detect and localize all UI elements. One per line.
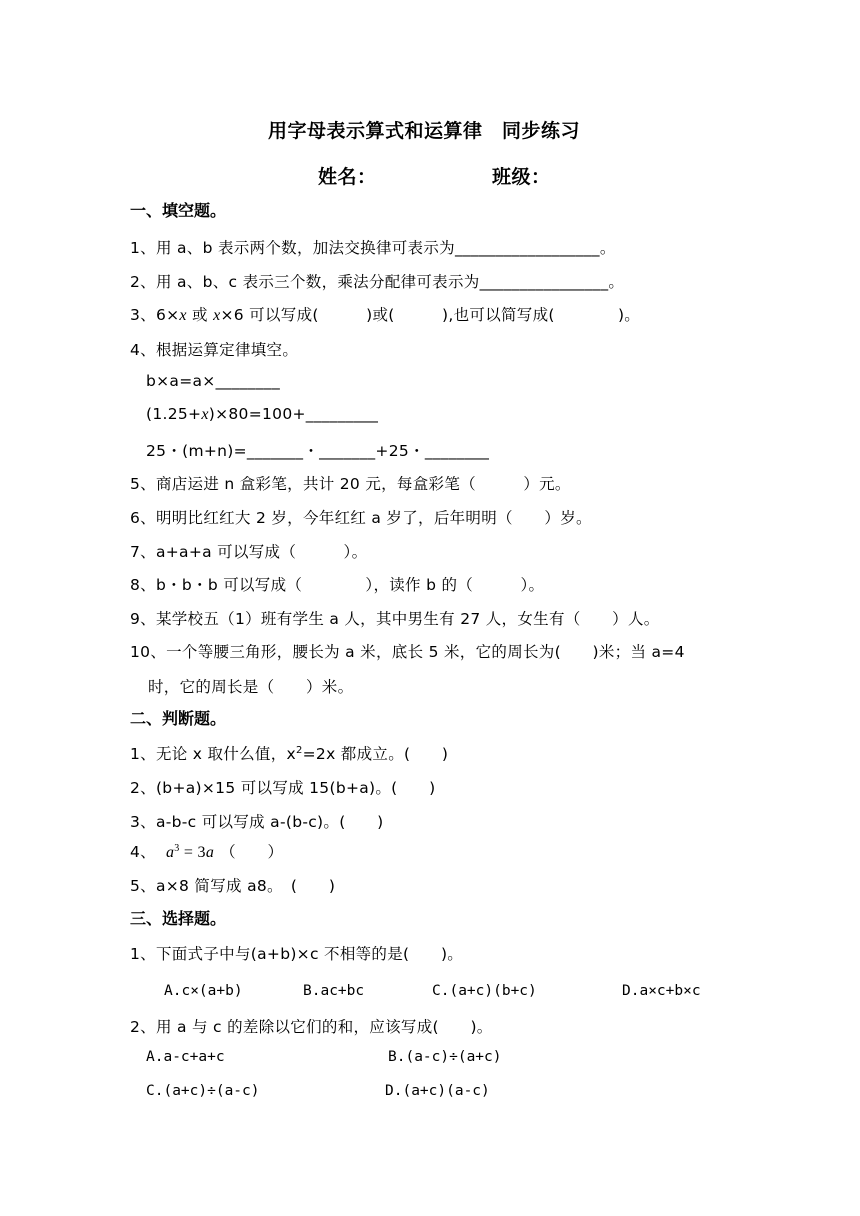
question-1-1: 1、用 a、b 表示两个数，加法交换律可表示为__________________。 [130,239,616,257]
q3-2-option-c: C.(a+c)÷(a-c) [146,1083,260,1099]
q3-2-option-a: A.a-c+a+c [146,1049,225,1065]
section-heading-multiple-choice: 三、选择题。 [130,909,227,928]
question-1-4a: b×a=a×________ [146,372,280,390]
question-1-2: 2、用 a、b、c 表示三个数，乘法分配律可表示为________________。 [130,273,625,291]
question-1-7: 7、a+a+a 可以写成（ ）。 [130,543,368,561]
question-3-1: 1、下面式子中与(a+b)×c 不相等的是( )。 [130,945,464,963]
question-1-3 [130,303,640,325]
question-1-10: 10、一个等腰三角形，腰长为 a 米，底长 5 米，它的周长为( )米；当 a=4 [130,643,685,661]
question-1-4c: 25・(m+n)=_______・_______+25・________ [146,442,490,460]
variable-x: x [179,307,187,324]
question-1-6: 6、明明比红红大 2 岁，今年红红 a 岁了，后年明明（ ）岁。 [130,509,592,527]
question-1-4b [146,405,378,424]
question-2-4 [130,840,283,862]
q3-1-option-a: A.c×(a+b) [164,983,243,999]
question-2-3: 3、a-b-c 可以写成 a-(b-c)。( ) [130,813,384,831]
q3-part2: 或 [186,306,214,324]
q3-2-option-d: D.(a+c)(a-c) [385,1083,490,1099]
question-1-10-cont: 时，它的周长是（ ）米。 [148,678,354,696]
variable-x: x [213,307,221,324]
q3-1-option-b: B.ac+bc [303,983,365,999]
name-label: 姓名： [318,166,377,188]
page-title: 用字母表示算式和运算律 同步练习 [268,120,581,142]
question-1-8: 8、b・b・b 可以写成（ ），读作 b 的（ ）。 [130,576,545,594]
question-2-2: 2、(b+a)×15 可以写成 15(b+a)。( ) [130,779,436,797]
section-heading-fill-blank: 一、填空题。 [130,201,227,220]
question-1-9: 9、某学校五（1）班有学生 a 人，其中男生有 27 人，女生有（ ）人。 [130,610,660,628]
q2-1-part1: 1、无论 x 取什么值，x [130,745,296,763]
exponent: 3 [174,842,180,854]
q3-1-option-c: C.(a+c)(b+c) [432,983,537,999]
question-3-2: 2、用 a 与 c 的差除以它们的和，应该写成( )。 [130,1018,493,1036]
question-2-1 [130,742,448,764]
q4b-part1: (1.25+ [146,405,202,423]
variable-x: x [201,406,209,423]
q3-2-option-b: B.(a-c)÷(a+c) [388,1049,502,1065]
class-label: 班级： [492,166,551,188]
q3-1-option-d: D.a×c+b×c [622,983,701,999]
section-heading-true-false: 二、判断题。 [130,709,227,728]
q2-1-part2: =2x 都成立。( ) [302,745,449,763]
q2-4-number: 4、 [130,843,156,861]
variable-a: a [165,844,175,861]
q2-4-equals: = 3 [179,844,206,861]
q3-part3: ×6 可以写成( )或( ),也可以简写成( )。 [220,306,641,324]
exponent: 2 [295,744,303,756]
q3-part1: 3、6× [130,306,180,324]
variable-a: a [205,844,215,861]
question-1-5: 5、商店运进 n 盒彩笔，共计 20 元，每盒彩笔（ ）元。 [130,475,571,493]
q2-4-paren: （ ） [220,843,284,861]
q4b-part2: )×80=100+_________ [208,405,379,423]
question-2-5: 5、a×8 简写成 a8。 ( ) [130,877,336,895]
question-1-4: 4、根据运算定律填空。 [130,341,299,359]
